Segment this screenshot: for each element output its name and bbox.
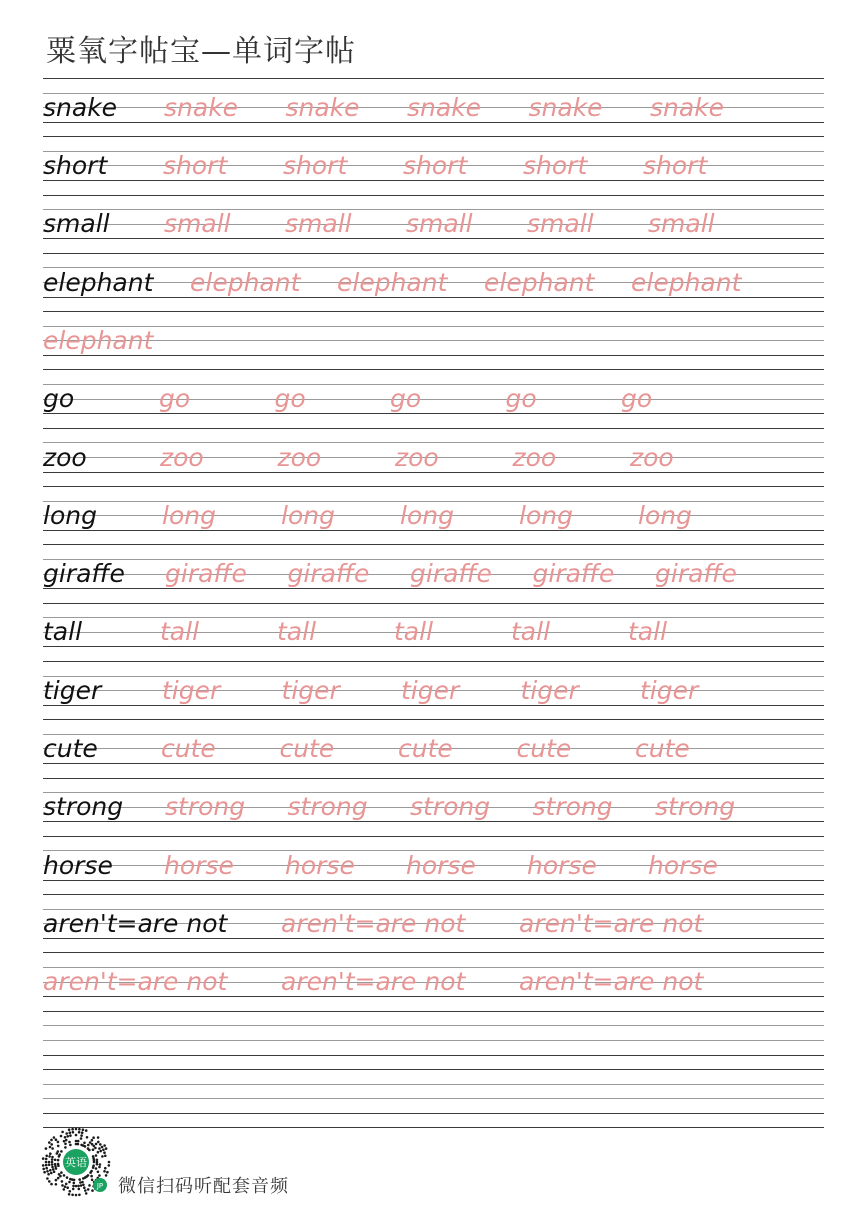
trace-word: tall [160,617,200,647]
trace-word: strong [165,792,246,822]
row-words [43,661,824,705]
rule-line [43,821,824,822]
trace-word: short [403,151,468,181]
trace-word: giraffe [287,559,370,589]
model-word: long [43,500,97,530]
trace-word: giraffe [165,559,247,589]
footer [40,1126,440,1206]
trace-word: short [523,151,588,181]
trace-word: zoo [512,442,557,472]
writing-row [43,136,824,194]
model-word: strong [43,792,124,822]
trace-word: snake [407,92,482,122]
trace-word: go [621,384,653,414]
row-words [43,195,824,239]
row-words [43,78,824,122]
row-words [43,603,824,647]
rule-line [43,705,824,706]
writing-row [43,369,824,427]
writing-row [43,428,824,486]
row-words [43,544,824,588]
row-words [43,253,824,297]
trace-word: zoo [277,442,322,472]
row-words [43,136,824,180]
trace-word: tiger [640,675,699,705]
trace-word: giraffe [532,559,615,589]
writing-row [43,894,824,952]
model-word: cute [43,734,98,764]
trace-word: tiger [401,675,460,705]
row-words [43,311,824,355]
trace-word: elephant [631,267,742,297]
model-word: small [43,209,110,239]
trace-word: horse [164,850,234,880]
trace-word: long [519,500,573,530]
rule-line [43,472,824,473]
rule-line [43,1113,824,1114]
trace-word: zoo [630,442,674,472]
trace-word: horse [406,850,476,880]
trace-word: small [527,209,594,239]
model-word: tall [43,617,83,647]
writing-row [43,253,824,311]
model-word: elephant [43,267,154,297]
qr-badge-label: 英语 [65,1156,87,1169]
trace-word: cute [635,734,690,764]
trace-word: long [162,500,216,530]
model-word: aren't=are not [43,908,228,938]
trace-word: tall [511,617,551,647]
trace-word: go [274,384,306,414]
rule-line [43,588,824,589]
trace-word: small [648,209,715,239]
trace-word: elephant [484,267,595,297]
trace-word: snake [528,92,603,122]
row-words [43,486,824,530]
row-words [43,369,824,413]
trace-word: strong [655,792,736,822]
rule-line [43,938,824,939]
rule-line [43,297,824,298]
trace-word: snake [650,92,725,122]
model-word: tiger [43,675,102,705]
writing-row [43,1069,824,1127]
trace-word: zoo [395,442,439,472]
writing-row [43,719,824,777]
trace-word: elephant [337,267,448,297]
rule-line [43,530,824,531]
writing-row [43,544,824,602]
writing-row [43,486,824,544]
trace-word: tiger [281,675,340,705]
trace-word: cute [398,734,453,764]
trace-word: strong [532,792,613,822]
page-title: 粟氧字帖宝—单词字帖 [46,34,356,69]
rule-line [43,763,824,764]
trace-word: snake [164,92,239,122]
trace-word: small [406,209,473,239]
trace-word: giraffe [410,559,492,589]
trace-word: elephant [190,267,301,297]
trace-word: long [400,500,454,530]
trace-word: tall [394,617,434,647]
row-words [43,894,824,938]
trace-word: aren't=are not [281,908,466,938]
trace-word: tall [628,617,668,647]
trace-word: giraffe [655,559,737,589]
writing-row [43,195,824,253]
trace-word: tiger [162,675,221,705]
trace-word: cute [161,734,216,764]
trace-word: horse [527,850,597,880]
row-words [43,428,824,472]
model-word: go [43,384,75,414]
rule-line [43,413,824,414]
rule-line [43,646,824,647]
model-word: horse [43,850,113,880]
row-words [43,1011,824,1055]
trace-word: horse [648,850,718,880]
trace-word: small [164,209,231,239]
trace-word: aren't=are not [281,967,466,997]
trace-word: strong [287,792,368,822]
model-word: giraffe [43,559,125,589]
trace-word: tall [277,617,317,647]
trace-word: strong [410,792,491,822]
writing-sheet [43,78,824,1128]
writing-row [43,78,824,136]
qr-code-icon[interactable] [40,1126,112,1198]
writing-row [43,952,824,1010]
trace-word: aren't=are not [43,967,228,997]
trace-word: small [285,209,352,239]
writing-row [43,661,824,719]
trace-word: short [643,151,708,181]
trace-word: short [283,151,348,181]
rule-line [43,355,824,356]
trace-word: aren't=are not [519,967,704,997]
row-words [43,836,824,880]
trace-word: short [163,151,228,181]
writing-row [43,778,824,836]
rule-line [43,1055,824,1056]
trace-word: aren't=are not [519,908,704,938]
qr-corner-label: JP [96,1182,104,1190]
model-word: zoo [43,442,87,472]
rule-line [43,238,824,239]
trace-word: go [390,384,422,414]
row-words [43,1069,824,1113]
rule-line [43,996,824,997]
trace-word: tiger [520,675,579,705]
rule-line [43,880,824,881]
trace-word: snake [285,92,360,122]
row-words [43,952,824,996]
model-word: short [43,151,108,181]
trace-word: horse [285,850,355,880]
row-words [43,778,824,822]
writing-row [43,1011,824,1069]
qr-caption: 微信扫码听配套音频 [118,1176,289,1197]
writing-row [43,311,824,369]
rule-line [43,180,824,181]
rule-line [43,122,824,123]
trace-word: go [505,384,537,414]
writing-row [43,603,824,661]
trace-word: elephant [43,325,154,355]
trace-word: cute [279,734,335,764]
row-words [43,719,824,763]
trace-word: go [159,384,191,414]
trace-word: long [638,500,692,530]
trace-word: cute [516,734,572,764]
trace-word: long [281,500,335,530]
model-word: snake [43,92,118,122]
trace-word: zoo [160,442,204,472]
writing-row [43,836,824,894]
